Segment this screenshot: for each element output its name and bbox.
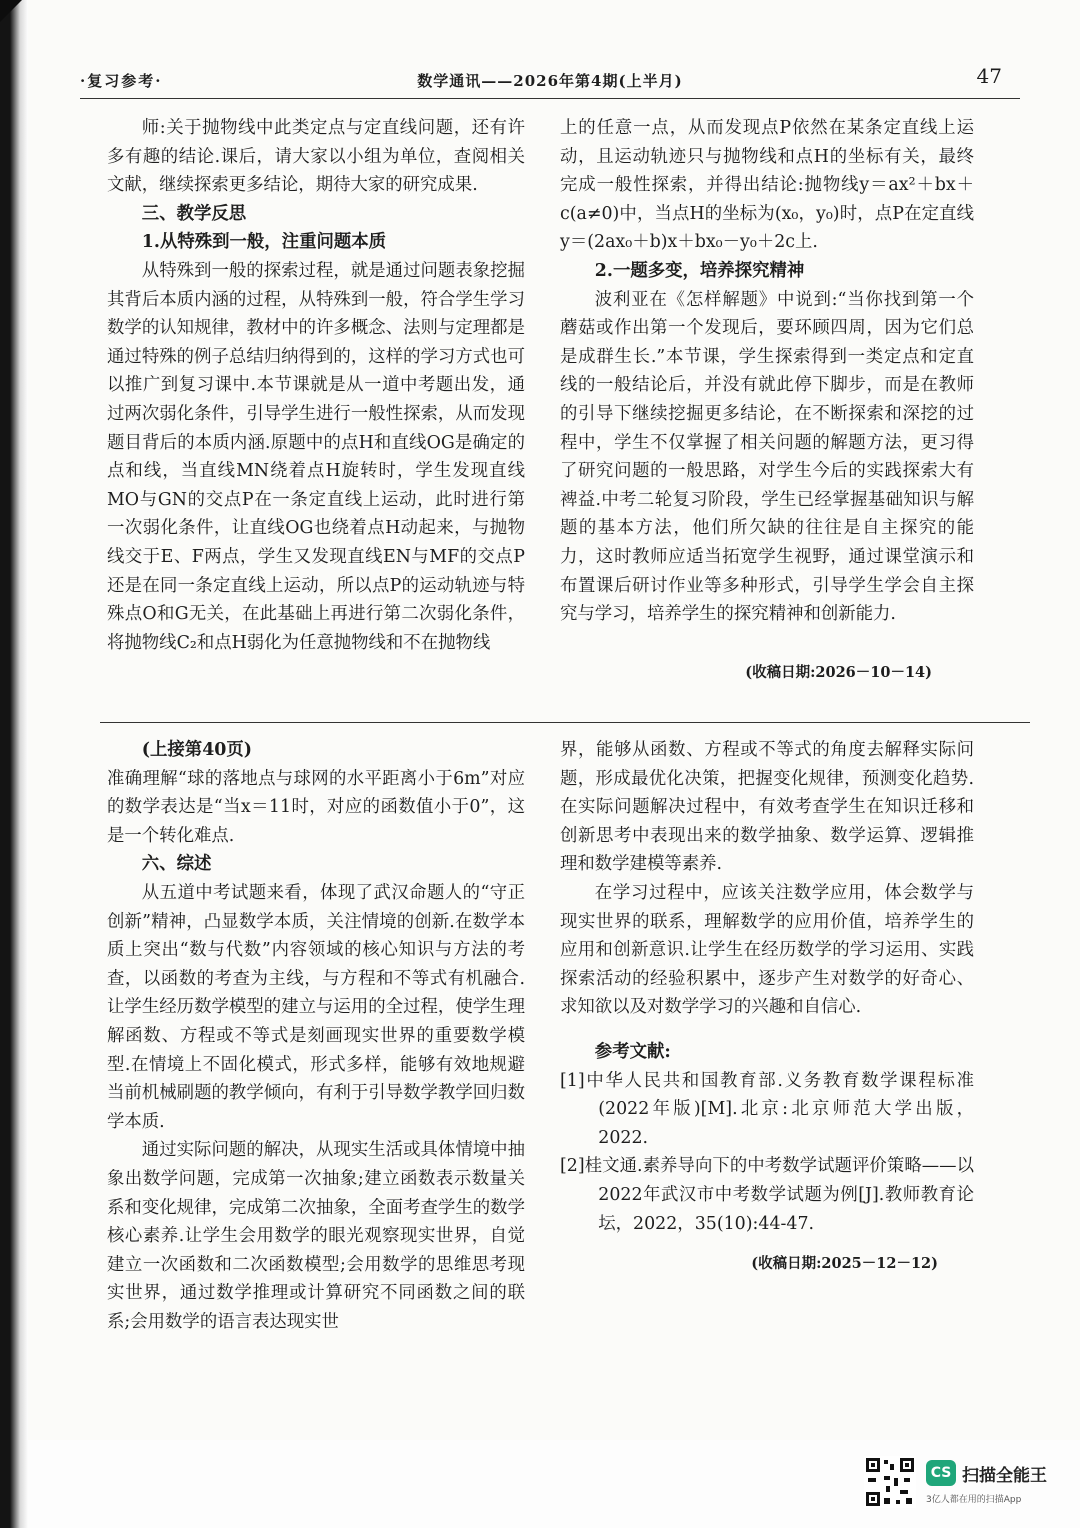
received-date: (收稿日期:2026－10－14) bbox=[745, 663, 932, 681]
qr-code-icon bbox=[864, 1456, 916, 1508]
paragraph: 准确理解“球的落地点与球网的水平距离小于6m”对应的数学表达是“当x＝11时，对应的函数值小于0”，这是一个转化难点. bbox=[107, 768, 525, 846]
journal-title: 数学通讯——2026年第4期(上半月) bbox=[417, 72, 683, 90]
header-rule bbox=[80, 98, 1020, 99]
app-name: 扫描全能王 bbox=[962, 1466, 1047, 1486]
received-date: (收稿日期:2025－12－12) bbox=[751, 1255, 938, 1273]
scan-page-edge bbox=[0, 0, 28, 1528]
references-heading: 参考文献: bbox=[594, 1041, 671, 1062]
top-right-column bbox=[560, 114, 974, 687]
paragraph: 从特殊到一般的探索过程，就是通过问题表象挖掘其背后本质内涵的过程，从特殊到一般，符合学生学习数学的认知规律，教材中的许多概念、法则与定理都是通过特殊的例子总结归纳得到的，这样的学习方式也可以推广到复习课中.本节课就是从一道中考题出发，通过两次弱化条件，引导学生进行一般性探索，从而发现题目背后的本质内涵.原题中的点H和直线OG是确定的点和线，当直线MN绕着点H旋转时，学生发现直线MO与GN的交点P在一条定直线上运动，此时进行第一次弱化条件，让直线OG也绕着点H动起来，与抛物线交于E、F两点，学生又发现直线EN与MF的交点P还是在同一条定直线上运动，所以点P的运动轨迹与特殊点O和G无关，在此基础上再进行第二次弱化条件，将抛物线C₂和点H弱化为任意抛物线和不在抛物线 bbox=[107, 260, 525, 653]
page-number: 47 bbox=[976, 64, 1002, 88]
paragraph: 上的任意一点，从而发现点P依然在某条定直线上运动，且运动轨迹只与抛物线和点H的坐标有关，最终完成一般性探索，并得出结论:抛物线y＝ax²＋bx＋c(a≠0)中，当点H的坐标为(x₀，y₀)时，点P在定直线y＝(2ax₀＋b)x＋bx₀－y₀＋2c上. bbox=[560, 118, 974, 253]
bottom-right-column bbox=[560, 736, 974, 1279]
scanner-watermark bbox=[864, 1456, 1064, 1512]
paragraph: 在学习过程中，应该关注数学应用，体会数学与现实世界的联系，理解数学的应用价值，培养学生的应用和创新意识.让学生在经历数学的学习运用、实践探索活动的经验积累中，逐步产生对数学的好奇心、求知欲以及对数学学习的兴趣和自信心. bbox=[560, 882, 974, 1018]
top-left-column bbox=[107, 114, 525, 657]
running-header bbox=[80, 62, 1020, 96]
reference-item: [2]桂文通.素养导向下的中考数学试题评价策略——以2022年武汉市中考数学试题为例[J].教师教育论坛，2022，35(10):44-47. bbox=[560, 1156, 974, 1234]
paragraph: 界，能够从函数、方程或不等式的角度去解释实际问题，形成最优化决策，把握变化规律，预测变化趋势.在实际问题解决过程中，有效考查学生在知识迁移和创新思考中表现出来的数学抽象、数学运算、逻辑推理和数学建模等素养. bbox=[560, 740, 974, 875]
app-tagline: 3亿人都在用的扫描App bbox=[926, 1495, 1022, 1505]
bottom-left-column bbox=[107, 736, 525, 1336]
section-heading: 六、综述 bbox=[141, 854, 212, 875]
paragraph: 通过实际问题的解决，从现实生活或具体情境中抽象出数学问题，完成第一次抽象;建立函数表示数量关系和变化规律，完成第二次抽象，全面考查学生的数学核心素养.让学生会用数学的眼光观察现实世界，自觉建立一次函数和二次函数模型;会用数学的思维思考现实世界，通过数学推理或计算研究不同函数之间的联系;会用数学的语言表达现实世 bbox=[107, 1140, 525, 1332]
subsection-heading: 1.从特殊到一般，注重问题本质 bbox=[141, 232, 387, 253]
app-logo-icon: CS bbox=[926, 1460, 956, 1486]
section-label: ·复习参考· bbox=[80, 72, 163, 90]
folded-corner bbox=[0, 0, 22, 22]
continuation-note: (上接第40页) bbox=[141, 740, 253, 760]
reference-item: [1]中华人民共和国教育部.义务教育数学课程标准(2022年版)[M].北京:北京师范大学出版，2022. bbox=[560, 1070, 974, 1148]
paragraph: 波利亚在《怎样解题》中说到:“当你找到第一个蘑菇或作出第一个发现后，要环顾四周，因为它们总是成群生长.”本节课，学生探索得到一类定点和定直线的一般结论后，并没有就此停下脚步，而是在教师的引导下继续挖掘更多结论，在不断探索和深挖的过程中，学生不仅掌握了相关问题的解题方法，更习得了研究问题的一般思路，对学生今后的实践探索大有裨益.中考二轮复习阶段，学生已经掌握基础知识与解题的基本方法，他们所欠缺的往往是自主探究的能力，这时教师应适当拓宽学生视野，通过课堂演示和布置课后研讨作业等多种形式，引导学生学会自主探究与学习，培养学生的探究精神和创新能力. bbox=[560, 289, 974, 625]
article-divider bbox=[100, 722, 1030, 723]
section-heading: 三、教学反思 bbox=[141, 203, 247, 224]
subsection-heading: 2.一题多变，培养探究精神 bbox=[594, 260, 805, 281]
paragraph: 师:关于抛物线中此类定点与定直线问题，还有许多有趣的结论.课后，请大家以小组为单位，查阅相关文献，继续探索更多结论，期待大家的研究成果. bbox=[107, 118, 525, 196]
paragraph: 从五道中考试题来看，体现了武汉命题人的“守正创新”精神，凸显数学本质，关注情境的创新.在数学本质上突出“数与代数”内容领域的核心知识与方法的考查，以函数的考查为主线，与方程和不等式有机融合.让学生经历数学模型的建立与运用的全过程，使学生理解函数、方程或不等式是刻画现实世界的重要数学模型.在情境上不固化模式，形式多样，能够有效地规避当前机械刷题的教学倾向，有利于引导数学教学回归数学本质. bbox=[107, 882, 525, 1132]
